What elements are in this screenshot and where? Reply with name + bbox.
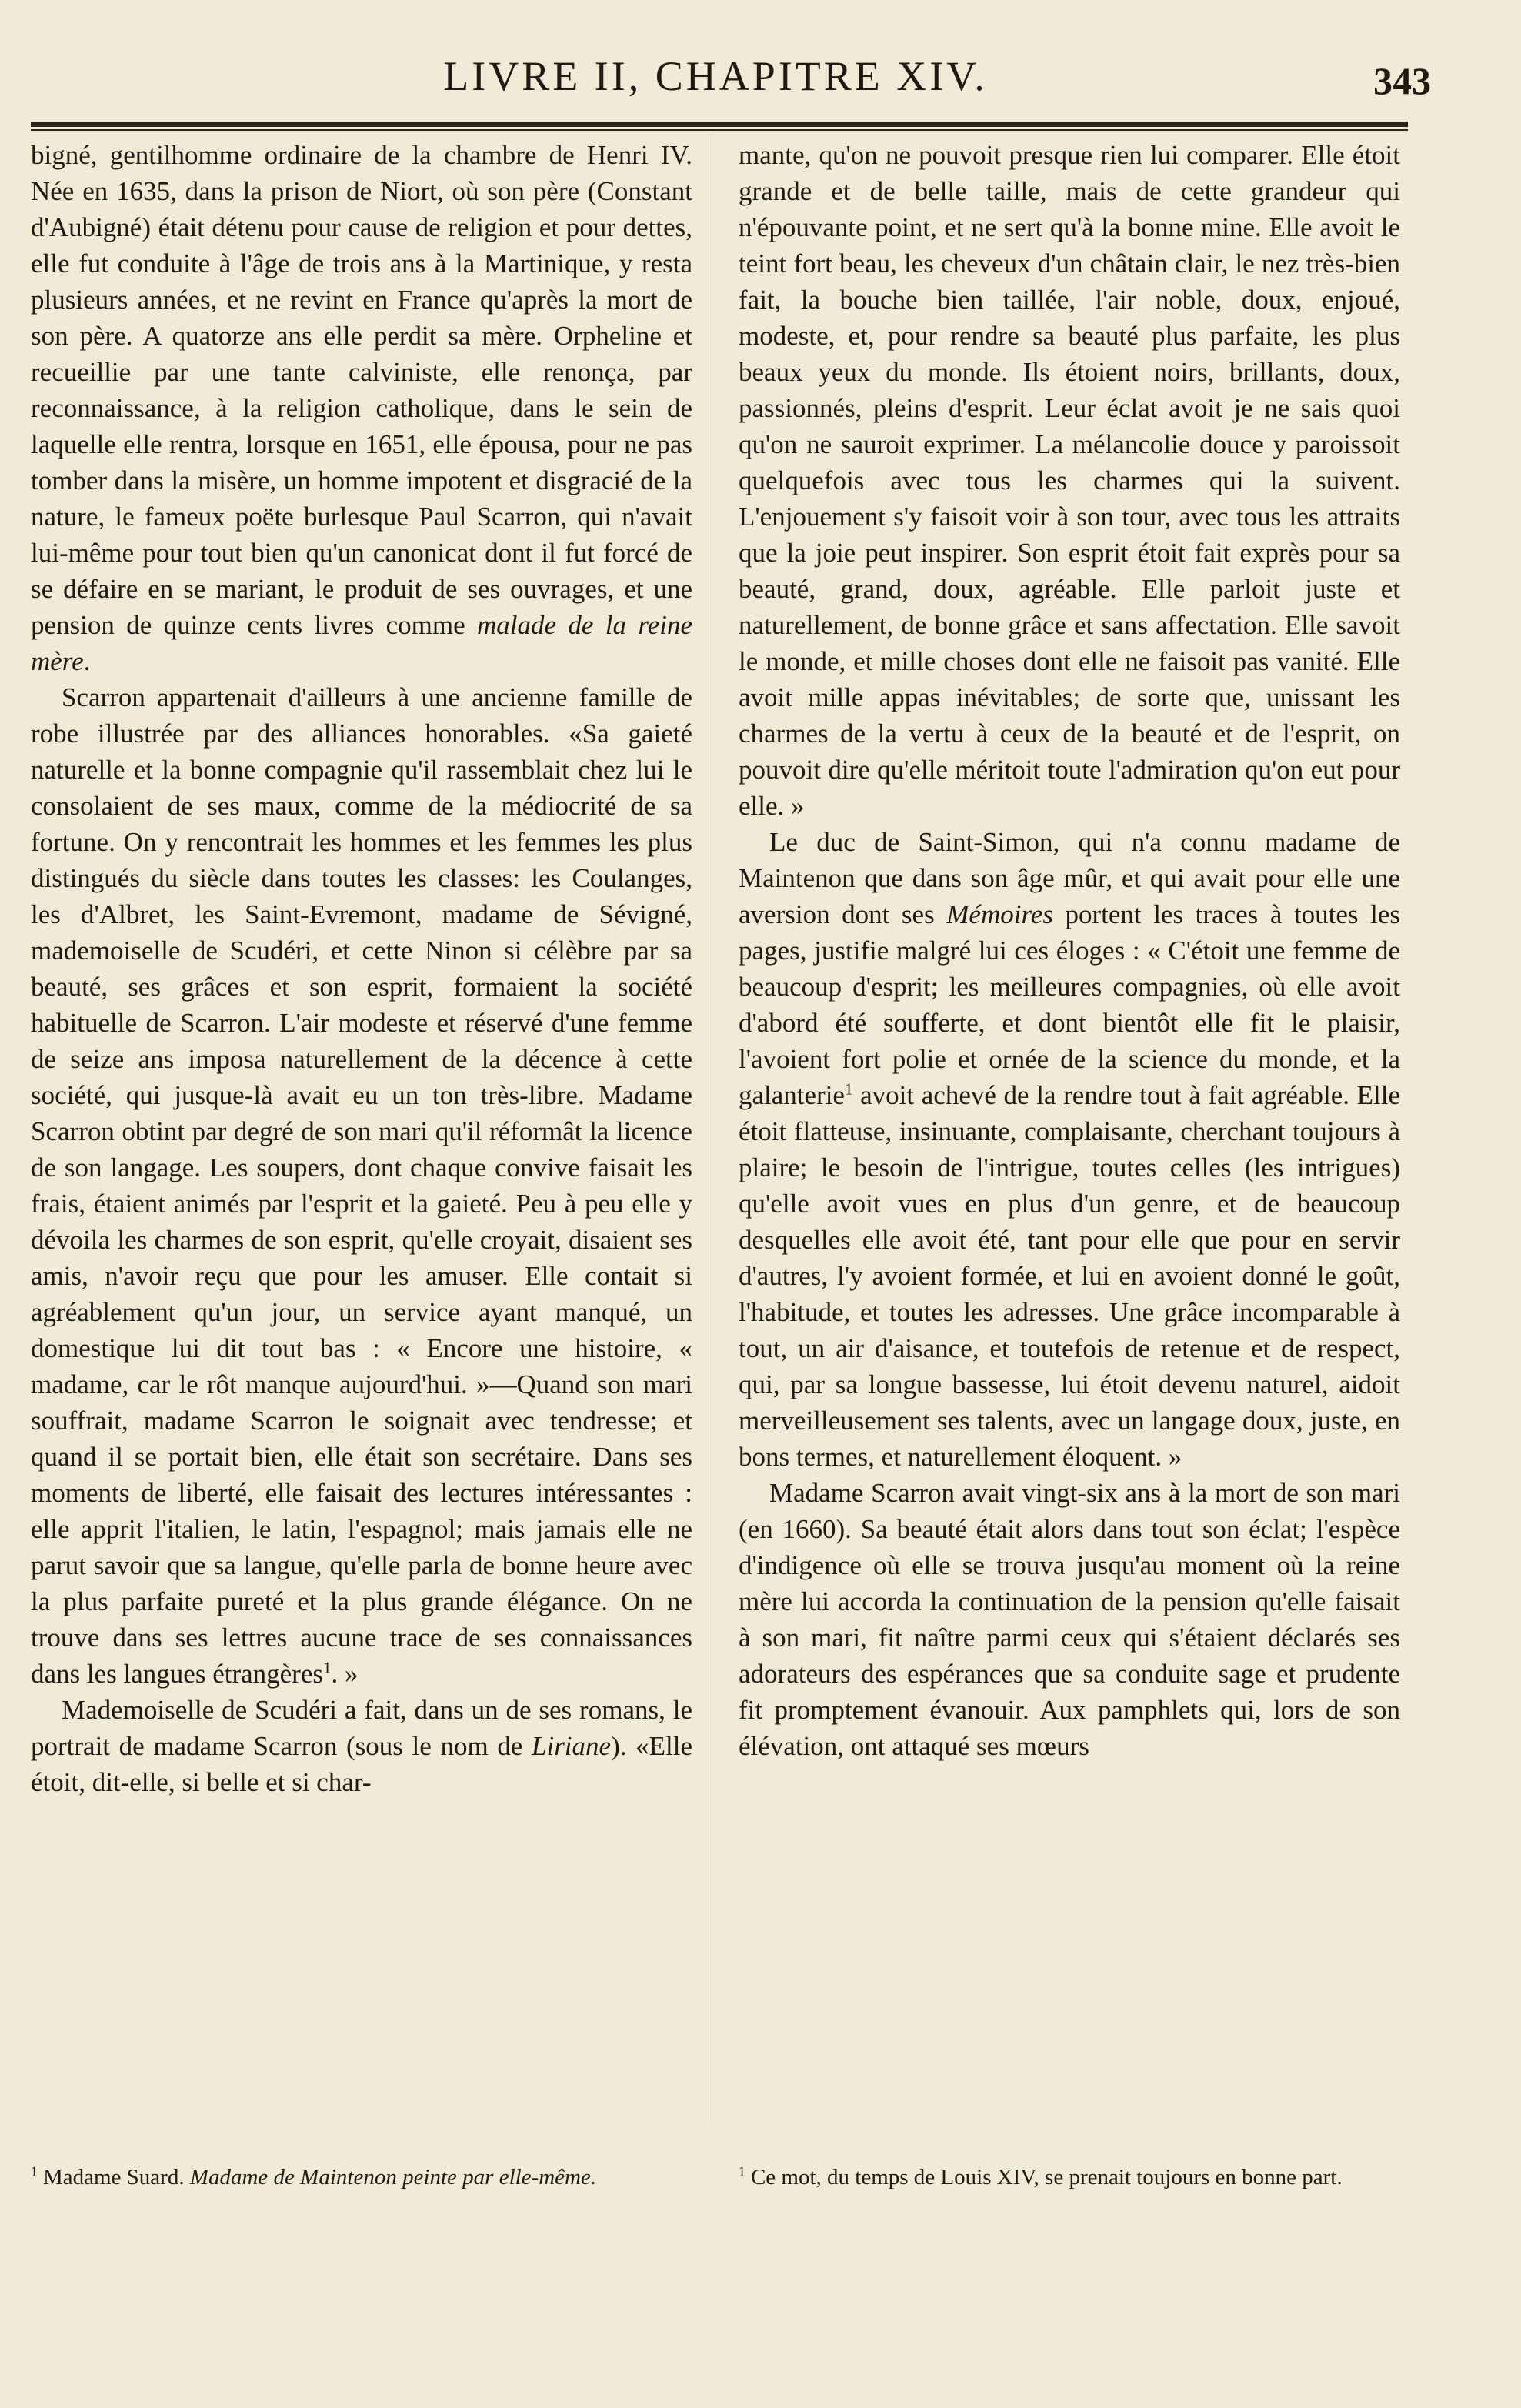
footnote-number: 1 [739, 2163, 745, 2180]
footnote-text: Ce mot, du temps de Louis XIV, se prenait toujours en bonne part. [745, 2165, 1343, 2190]
italic-phrase: Liriane [532, 1731, 612, 1761]
footnote-author: Madame Suard. [37, 2165, 190, 2190]
paragraph: Le duc de Saint-Simon, qui n'a connu madame de Maintenon que dans son âge mûr, et qui avait pour elle une aversion dont ses Mémoires portent les traces à toutes les pages, justifie malgré lui ces éloges : « C'étoit une femme de beaucoup d'esprit; les meilleures compagnies, où elle avoit d'abord été soufferte, et dont bientôt elle fit le plaisir, l'avoient fort polie et ornée de la science du monde, et la galanterie$^1$ avoit achevé de la rendre tout à fait agréable. Elle étoit flatteuse, insinuante, complaisante, cherchant toujours à plaire; le besoin de l'intrigue, toutes celles (les intrigues) qu'elle avoit vues en plus d'un genre, et de beaucoup desquelles elle avoit été, tant pour elle que pour en servir d'autres, l'y avoient formée, et lui en avoient donné le goût, l'habitude, et toutes les adresses. Une grâce incomparable à tout, un air d'aisance, et toutefois de retenue et de respect, qui, par sa longue bassesse, lui étoit devenu naturel, aidoit merveilleusement ses talents, avec un langage doux, juste, en bons termes, et naturellement éloquent. » [739, 827, 1400, 1472]
header-rule [31, 122, 1408, 131]
italic-phrase: malade de la reine mère [31, 610, 692, 676]
italic-phrase: Mémoires [946, 899, 1053, 929]
footnote-right [739, 2162, 1400, 2193]
running-header [31, 52, 1431, 114]
right-column [739, 137, 1400, 1764]
paragraph: mante, qu'on ne pouvoit presque rien lui comparer. Elle étoit grande et de belle taille, mais de cette grandeur qui n'épouvante point, et ne sert qu'à la bonne mine. Elle avoit le teint fort beau, les cheveux d'un châtain clair, le nez très-bien fait, la bouche bien taillée, l'air noble, doux, enjoué, modeste, et, pour rendre sa beauté plus parfaite, les plus beaux yeux du monde. Ils étoient noirs, brillants, doux, passionnés, pleins d'esprit. Leur éclat avoit je ne sais quoi qu'on ne sauroit exprimer. La mélancolie douce y paroissoit quelquefois avec tous les charmes qui la suivent. L'enjouement s'y faisoit voir à son tour, avec tous les attraits que la joie peut inspirer. Son esprit étoit fait exprès pour sa beauté, grand, doux, agréable. Elle parloit juste et naturellement, de bonne grâce et sans affectation. Elle savoit le monde, et mille choses dont elle ne faisoit pas vanité. Elle avoit mille appas inévitables; de sorte que, unissant les charmes de la vertu à ceux de la beauté et de l'esprit, on pouvoit dire qu'elle méritoit toute l'admiration qu'on eut pour elle. » [739, 140, 1400, 821]
paragraph: Mademoiselle de Scudéri a fait, dans un de ses romans, le portrait de madame Scarron (sous le nom de Liriane). «Elle étoit, dit-elle, si belle et si char- [31, 1695, 692, 1797]
paragraph: Madame Scarron avait vingt-six ans à la mort de son mari (en 1660). Sa beauté était alors dans tout son éclat; l'espèce d'indigence où elle se trouva jusqu'au moment où la reine mère lui accorda la continuation de la pension qu'elle faisait à son mari, fit naître parmi ceux qui s'étaient déclarés ses adorateurs des espérances que sa conduite sage et prudente fit promptement évanouir. Aux pamphlets qui, lors de son élévation, ont attaqué ses mœurs [739, 1478, 1400, 1761]
footnote-title: Madame de Maintenon peinte par elle-même. [189, 2165, 597, 2190]
chapter-title: LIVRE II, CHAPITRE XIV. [443, 53, 988, 99]
page-number: 343 [1373, 59, 1431, 102]
footnote-left [31, 2162, 692, 2193]
footnote-ref[interactable]: 1 [844, 1079, 853, 1099]
paragraph: bigné, gentilhomme ordinaire de la chambre de Henri IV. Née en 1635, dans la prison de Niort, où son père (Constant d'Aubigné) était détenu pour cause de religion et pour dettes, elle fut conduite à l'âge de trois ans à la Martinique, y resta plusieurs années, et ne revint en France qu'après la mort de son père. A quatorze ans elle perdit sa mère. Orpheline et recueillie par une tante calviniste, elle renonça, par reconnaissance, à la religion catholique, dans le sein de laquelle elle rentra, lorsque en 1651, elle épousa, pour ne pas tomber dans la misère, un homme impotent et disgracié de la nature, le fameux poëte burlesque Paul Scarron, qui n'avait lui-même pour tout bien qu'un canonicat dont il fut forcé de se défaire en se mariant, le produit de ses ouvrages, et une pension de quinze cents livres comme malade de la reine mère. [31, 140, 692, 676]
left-column [31, 137, 692, 1800]
footnote-ref[interactable]: 1 [323, 1658, 332, 1677]
paragraph: Scarron appartenait d'ailleurs à une ancienne famille de robe illustrée par des alliances honorables. «Sa gaieté naturelle et la bonne compagnie qu'il rassemblait chez lui le consolaient de ses maux, comme de la médiocrité de sa fortune. On y rencontrait les hommes et les femmes les plus distingués du siècle dans toutes les classes: les Coulanges, les d'Albret, les Saint-Evremont, madame de Sévigné, mademoiselle de Scudéri, et cette Ninon si célèbre par sa beauté, ses grâces et son esprit, formaient la société habituelle de Scarron. L'air modeste et réservé d'une femme de seize ans imposa naturellement de la décence à cette société, qui jusque-là avait eu un ton très-libre. Madame Scarron obtint par degré de son mari qu'il réformât la licence de son langage. Les soupers, dont chaque convive faisait les frais, étaient animés par l'esprit et la gaieté. Peu à peu elle y dévoila les charmes de son esprit, qu'elle croyait, disaient ses amis, n'avoir reçu que pour les amuser. Elle contait si agréablement qu'un jour, un service ayant manqué, un domestique lui dit tout bas : « Encore une histoire, « madame, car le rôt manque aujourd'hui. »—Quand son mari souffrait, madame Scarron le soignait avec tendresse; et quand il se portait bien, elle était son secrétaire. Dans ses moments de liberté, elle faisait des lectures intéressantes : elle apprit l'italien, le latin, l'espagnol; mais jamais elle ne parut savoir que sa langue, qu'elle parla de bonne heure avec la plus parfaite pureté et la plus grande élégance. On ne trouve dans ses lettres aucune trace de ses connaissances dans les langues étrangères$^1$. » [31, 682, 692, 1689]
footnote-number: 1 [31, 2163, 38, 2180]
